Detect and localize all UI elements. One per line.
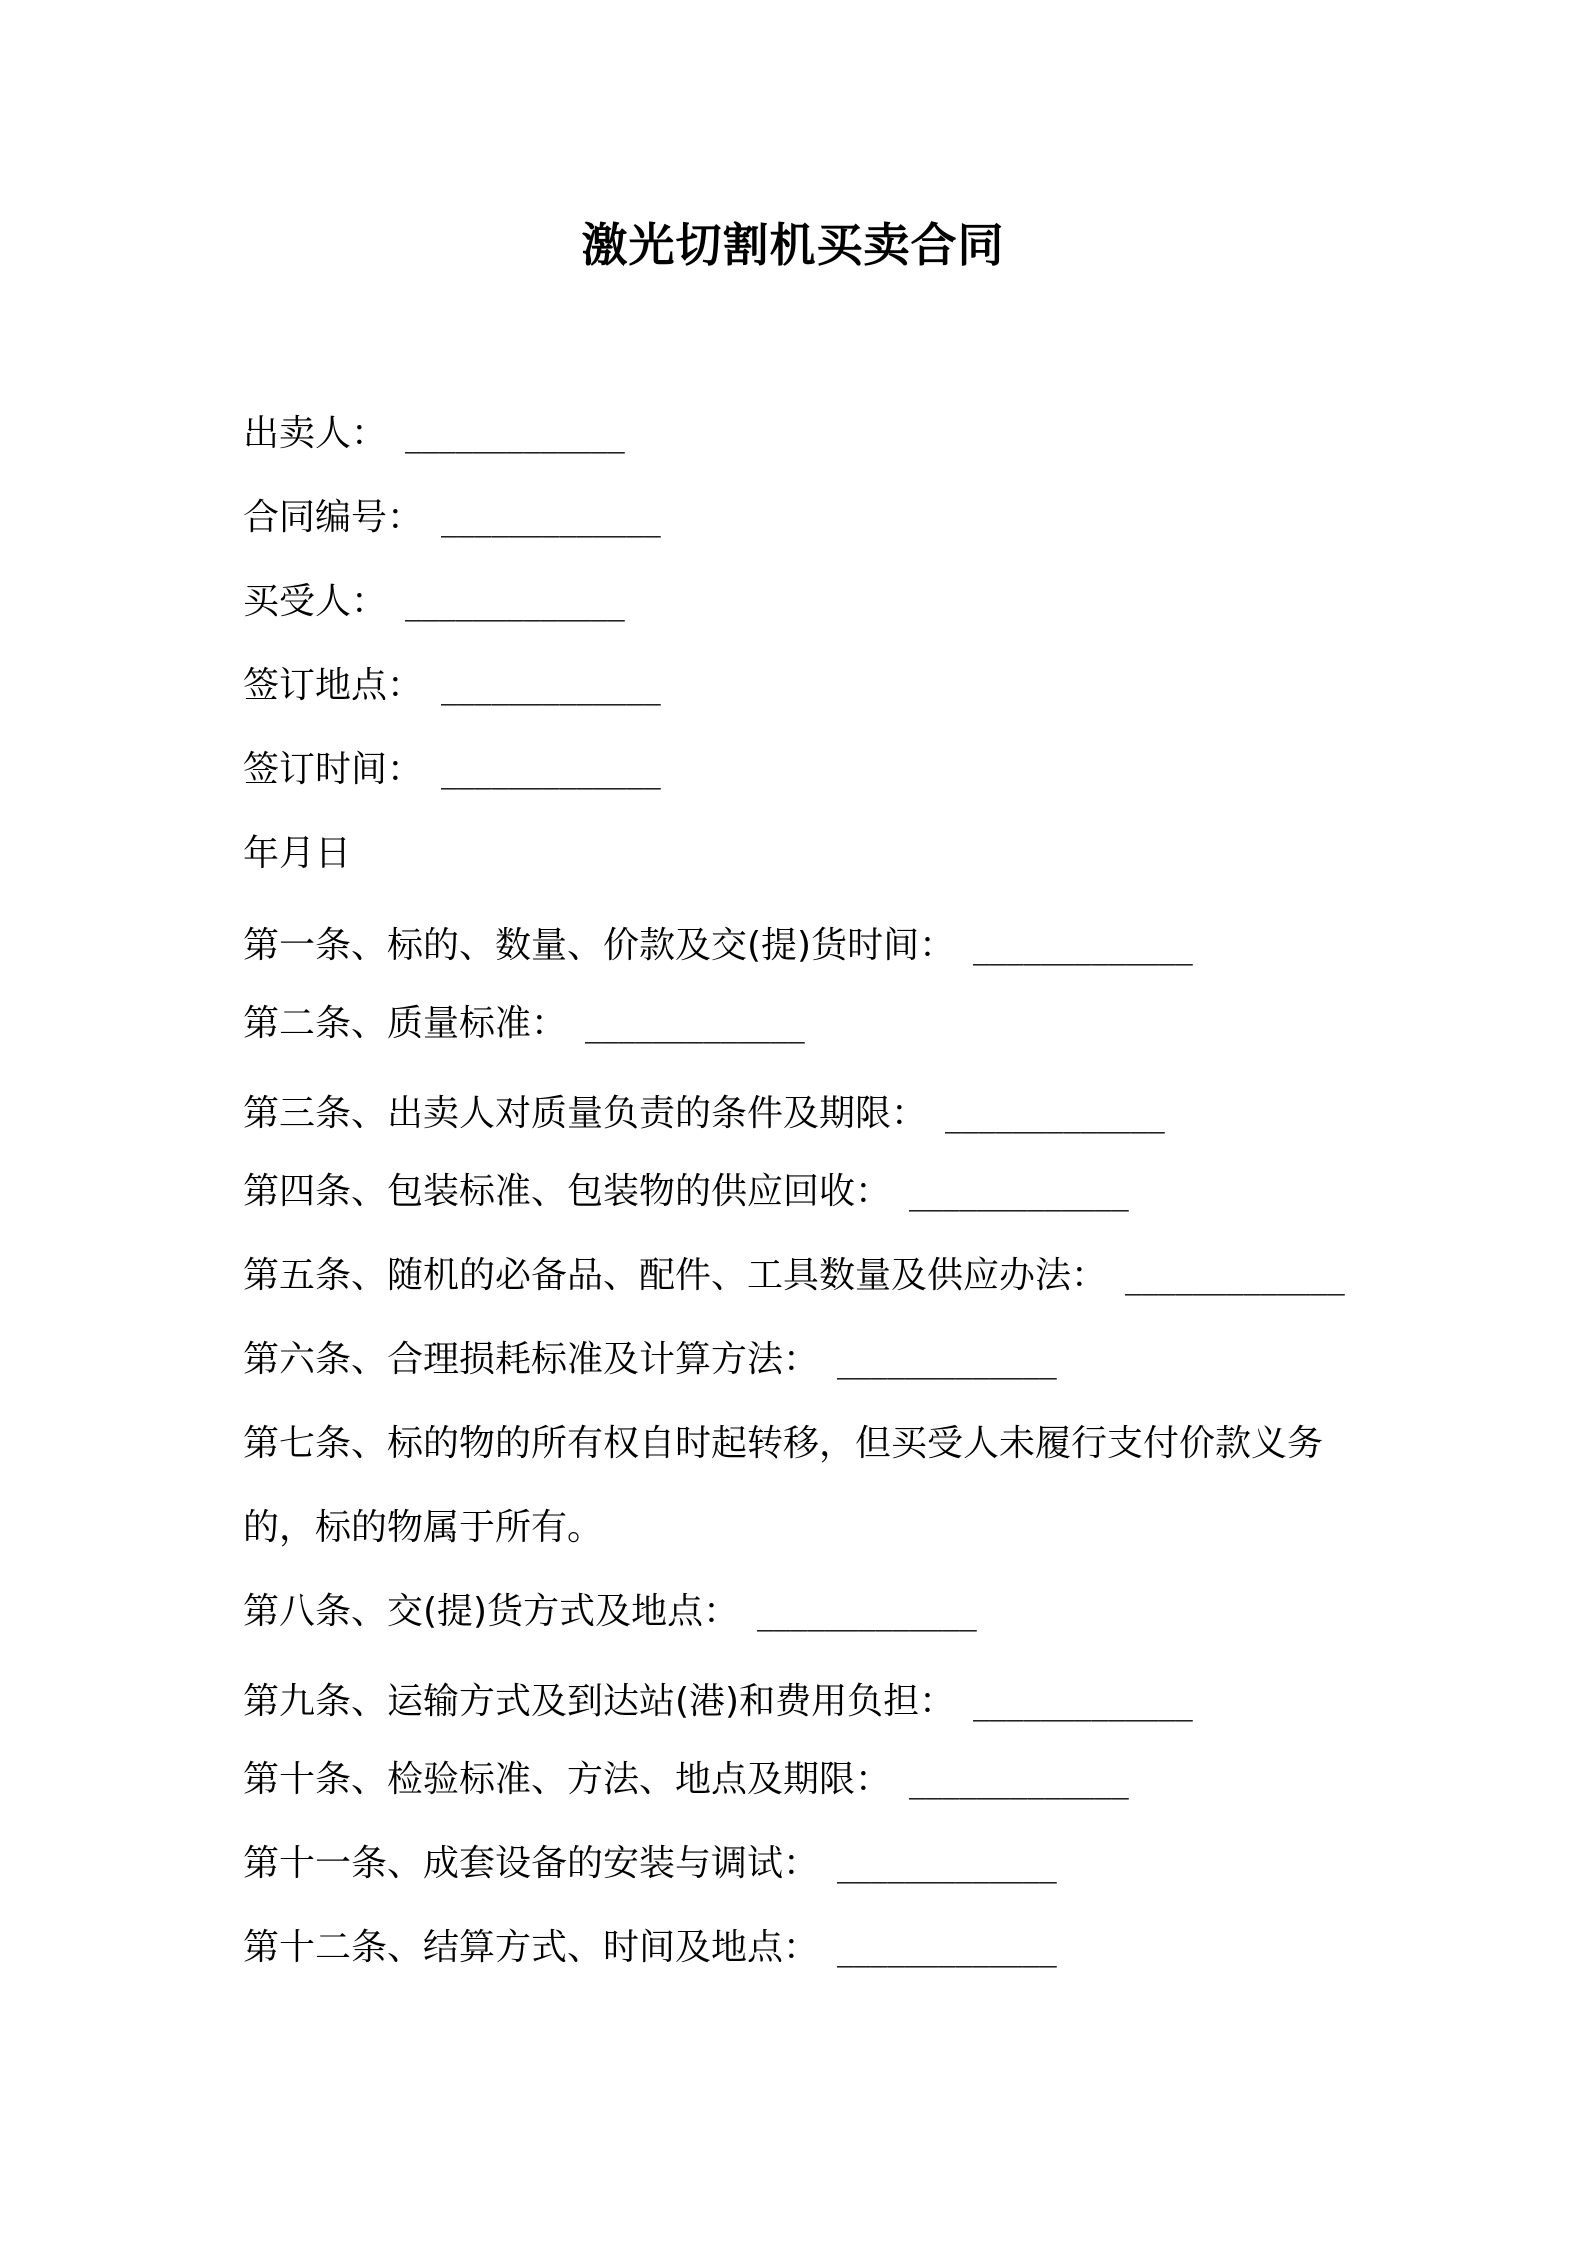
clause-label: 第四条、包装标准、包装物的供应回收： bbox=[243, 1171, 892, 1212]
fill-blank: _____________ bbox=[945, 1093, 1165, 1134]
clause-11 bbox=[243, 1840, 1119, 1888]
clause-label: 第一条、标的、数量、价款及交(提)货时间： bbox=[243, 925, 956, 966]
clause-2 bbox=[243, 1000, 867, 1048]
date-text: 年月日 bbox=[243, 833, 352, 874]
clause-label: 第十一条、成套设备的安装与调试： bbox=[243, 1843, 820, 1884]
clause-12 bbox=[243, 1924, 1119, 1972]
clause-3 bbox=[243, 1090, 1227, 1138]
field-label: 买受人： bbox=[243, 581, 388, 622]
clause-label: 第六条、合理损耗标准及计算方法： bbox=[243, 1339, 820, 1380]
field-label: 签订地点： bbox=[243, 665, 424, 706]
clause-6 bbox=[243, 1336, 1119, 1384]
fill-blank: _____________ bbox=[405, 581, 625, 622]
fill-blank: _____________ bbox=[441, 497, 661, 538]
fill-blank: _____________ bbox=[585, 1003, 805, 1044]
field-label: 出卖人： bbox=[243, 413, 388, 454]
clause-5 bbox=[243, 1252, 1407, 1300]
fill-blank: _____________ bbox=[441, 665, 661, 706]
field-contract-number bbox=[243, 494, 723, 542]
fill-blank: _____________ bbox=[837, 1927, 1057, 1968]
fill-blank: _____________ bbox=[909, 1171, 1129, 1212]
clause-7 bbox=[243, 1420, 1341, 1468]
document-title: 激光切割机买卖合同 bbox=[581, 218, 1005, 272]
fill-blank: _____________ bbox=[1125, 1255, 1345, 1296]
field-seller bbox=[243, 410, 687, 458]
clause-label: 第七条、标的物的所有权自时起转移，但买受人未履行支付价款义务 bbox=[243, 1423, 1324, 1464]
clause-4 bbox=[243, 1168, 1191, 1216]
clause-label: 第十二条、结算方式、时间及地点： bbox=[243, 1927, 820, 1968]
clause-label: 第五条、随机的必备品、配件、工具数量及供应办法： bbox=[243, 1255, 1108, 1296]
fill-blank: _____________ bbox=[405, 413, 625, 454]
clause-9 bbox=[243, 1678, 1255, 1726]
clause-label: 第二条、质量标准： bbox=[243, 1003, 568, 1044]
clause-label: 第十条、检验标准、方法、地点及期限： bbox=[243, 1759, 892, 1800]
fill-blank: _____________ bbox=[973, 1681, 1193, 1722]
clause-label: 第八条、交(提)货方式及地点： bbox=[243, 1591, 740, 1632]
date-line bbox=[243, 830, 351, 878]
fill-blank: _____________ bbox=[837, 1339, 1057, 1380]
field-label: 合同编号： bbox=[243, 497, 424, 538]
field-buyer bbox=[243, 578, 687, 626]
fill-blank: _____________ bbox=[909, 1759, 1129, 1800]
clause-label: 第九条、运输方式及到达站(港)和费用负担： bbox=[243, 1681, 956, 1722]
fill-blank: _____________ bbox=[837, 1843, 1057, 1884]
clause-label: 第三条、出卖人对质量负责的条件及期限： bbox=[243, 1093, 928, 1134]
field-signing-place bbox=[243, 662, 723, 710]
clause-label: 的，标的物属于所有。 bbox=[243, 1507, 604, 1548]
clause-1 bbox=[243, 922, 1255, 970]
field-signing-time bbox=[243, 746, 723, 794]
fill-blank: _____________ bbox=[973, 925, 1193, 966]
clause-8 bbox=[243, 1588, 1039, 1636]
clause-10 bbox=[243, 1756, 1191, 1804]
fill-blank: _____________ bbox=[757, 1591, 977, 1632]
field-label: 签订时间： bbox=[243, 749, 424, 790]
clause-7-continued bbox=[243, 1504, 621, 1552]
fill-blank: _____________ bbox=[441, 749, 661, 790]
